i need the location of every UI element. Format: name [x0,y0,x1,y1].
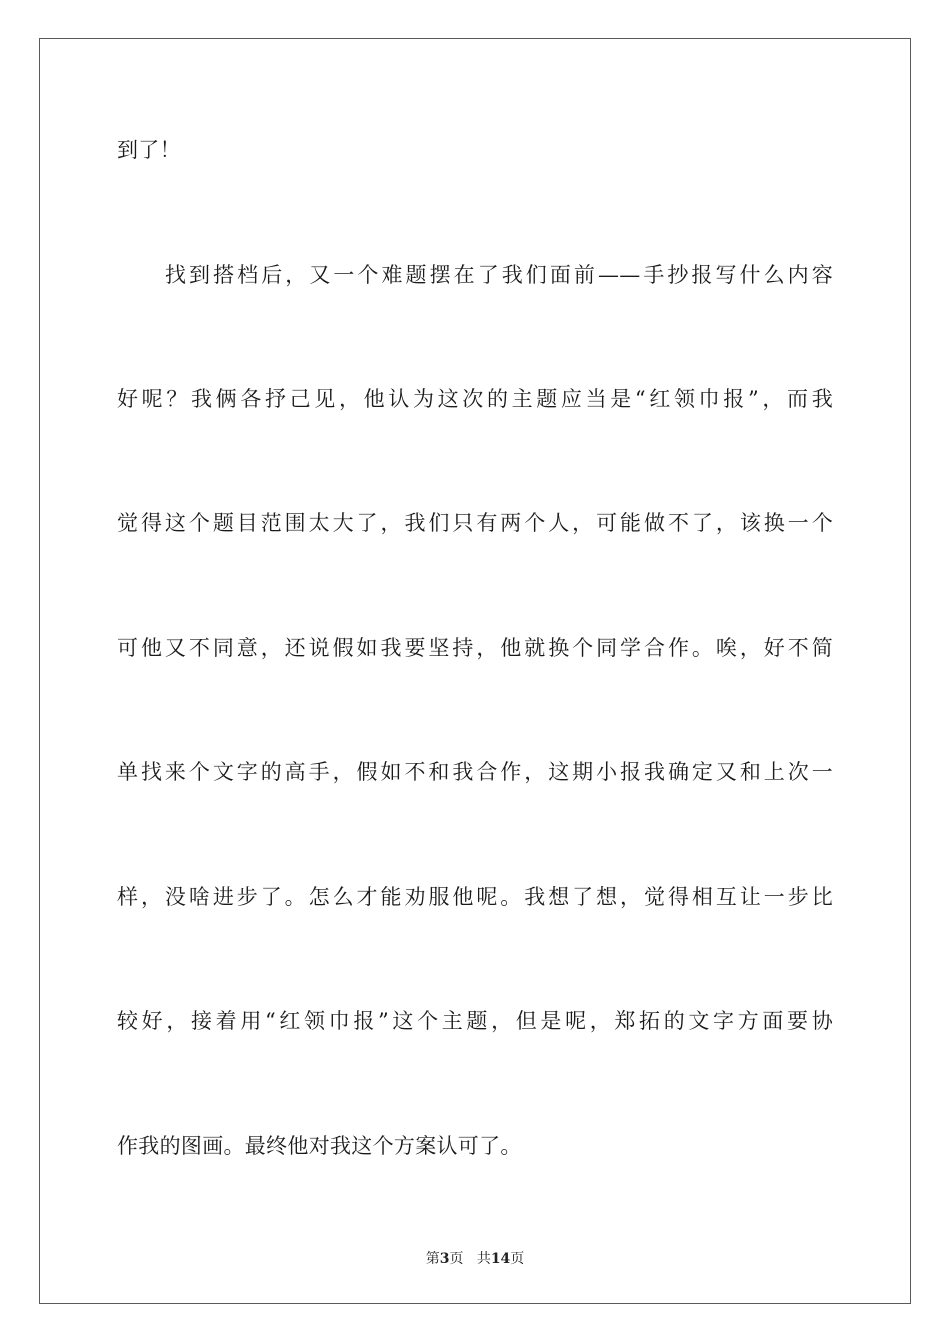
page-number: 3 [439,1251,450,1267]
page-border [39,38,911,1304]
body-line-4: 觉得这个题目范围太大了，我们只有两个人，可能做不了，该换一个 [117,511,833,535]
total-suffix: 页 [510,1251,525,1267]
body-line-3: 好呢？我俩各抒己见，他认为这次的主题应当是“红领巾报”，而我 [117,387,833,411]
body-line-1: 到了！ [117,138,181,162]
body-line-9: 作我的图画。最终他对我这个方案认可了。 [117,1134,522,1158]
total-prefix: 共 [476,1251,491,1267]
body-line-8: 较好，接着用“红领巾报”这个主题，但是呢，郑拓的文字方面要协 [117,1009,833,1033]
body-line-7: 样，没啥进步了。怎么才能劝服他呢。我想了想，觉得相互让一步比 [117,885,833,909]
page-footer [0,1248,950,1268]
body-line-6: 单找来个文字的高手，假如不和我合作，这期小报我确定又和上次一 [117,760,833,784]
page-prefix: 第 [425,1251,440,1267]
page-suffix: 页 [449,1251,464,1267]
body-line-2: 找到搭档后，又一个难题摆在了我们面前——手抄报写什么内容 [165,263,833,287]
total-pages: 14 [490,1251,511,1267]
body-line-5: 可他又不同意，还说假如我要坚持，他就换个同学合作。唉，好不简 [117,636,833,660]
